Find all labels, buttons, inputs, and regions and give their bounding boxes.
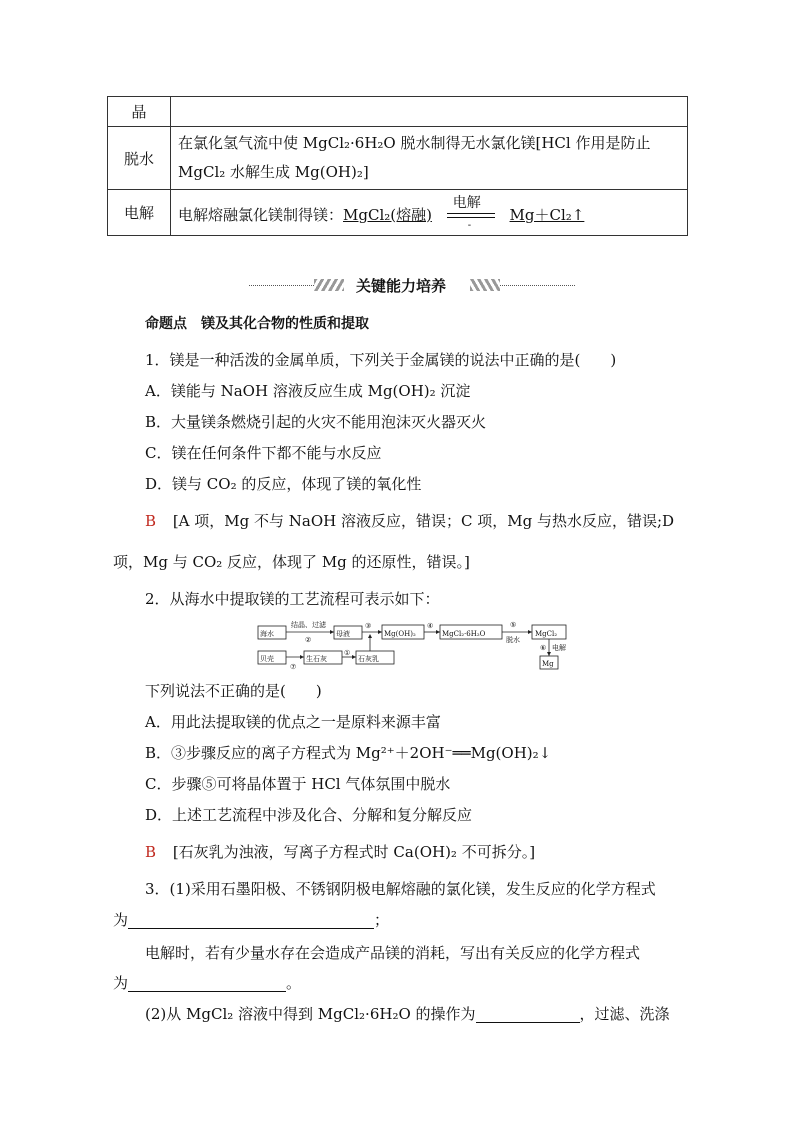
answer-explanation: [石灰乳为浊液，写离子方程式时 Ca(OH)₂ 不可拆分。] — [172, 843, 536, 861]
node-mgcl2: MgCl₂ — [535, 630, 558, 638]
label-step7: ⑦ — [290, 663, 297, 671]
node-mg: Mg — [542, 660, 554, 668]
option-d: D．上述工艺流程中涉及化合、分解和复分解反应 — [145, 806, 473, 824]
question-stem: 3．(1)采用石墨阳极、不锈钢阴极电解熔融的氯化镁，发生反应的化学方程式 — [145, 880, 656, 898]
table-row — [108, 127, 688, 190]
label-step5: ⑤ — [510, 621, 517, 629]
option-a: A．用此法提取镁的优点之一是原料来源丰富 — [145, 713, 441, 731]
table-key: 电解 — [108, 190, 171, 236]
node-mgcl2-hydrate: MgCl₂·6H₂O — [442, 630, 486, 638]
answer-explanation: [A 项，Mg 不与 NaOH 溶液反应，错误；C 项，Mg 与热水反应，错误;D — [172, 512, 675, 530]
node-seawater: 海水 — [260, 630, 274, 638]
summary-table — [107, 96, 688, 236]
electrolysis-condition: 电解 - — [443, 198, 499, 228]
table-value — [171, 97, 688, 127]
condition-label: 电解 — [452, 194, 481, 211]
section-ornament-left — [314, 279, 344, 291]
table-row — [108, 190, 688, 236]
option-c: C．镁在任何条件下都不能与水反应 — [145, 444, 382, 462]
answer-letter: B — [145, 512, 157, 530]
answer-blank[interactable] — [128, 973, 286, 992]
punctuation: ； — [374, 911, 390, 929]
answer-blank[interactable] — [128, 910, 374, 929]
label-dehydrate: 脱水 — [506, 636, 520, 644]
label-electrolysis: 电解 — [552, 644, 566, 652]
answer-blank[interactable] — [476, 1004, 580, 1023]
option-a: A．镁能与 NaOH 溶液反应生成 Mg(OH)₂ 沉淀 — [145, 382, 471, 400]
equation-lhs: MgCl₂(熔融) — [343, 205, 432, 224]
node-quicklime: 生石灰 — [306, 655, 327, 663]
table-value-line: 在氯化氢气流中使 MgCl₂·6H₂O 脱水制得无水氯化镁[HCl 作用是防止 — [178, 134, 651, 152]
section-ornament-right — [470, 279, 500, 291]
node-mother-liquor: 母液 — [336, 630, 350, 638]
option-d: D．镁与 CO₂ 的反应，体现了镁的氧化性 — [145, 475, 422, 493]
question-text: 电解时，若有少量水存在会造成产品镁的消耗，写出有关反应的化学方程式 — [145, 944, 641, 962]
section-divider-left — [249, 285, 324, 286]
option-b: B．大量镁条燃烧引起的火灾不能用泡沫灭火器灭火 — [145, 413, 487, 431]
question-text: (2)从 MgCl₂ 溶液中得到 MgCl₂·6H₂O 的操作为 — [145, 1005, 476, 1023]
question-text: ，过滤、洗涤 — [579, 1005, 670, 1023]
answer-explanation-cont: 项，Mg 与 CO₂ 反应，体现了 Mg 的还原性，错误。] — [113, 553, 470, 571]
prompt-text: 为 — [113, 911, 129, 929]
label-step6: ⑥ — [540, 644, 547, 652]
section-divider-right — [500, 285, 575, 286]
label-crystallize-filter: 结晶、过滤 — [291, 621, 326, 629]
label-step2: ② — [305, 636, 312, 644]
label-step3: ③ — [365, 622, 372, 630]
question-stem: 2．从海水中提取镁的工艺流程可表示如下： — [145, 590, 440, 608]
section-title: 关键能力培养 — [356, 277, 447, 295]
table-key: 晶 — [108, 97, 171, 127]
equation-rhs: Mg＋Cl₂↑ — [509, 205, 585, 224]
option-b: B．③步骤反应的离子方程式为 Mg²⁺＋2OH⁻══Mg(OH)₂↓ — [145, 744, 552, 762]
answer-letter: B — [145, 843, 157, 861]
node-mgoh2: Mg(OH)₂ — [384, 630, 416, 638]
question-stem: 1．镁是一种活泼的金属单质，下列关于金属镁的说法中正确的是( ) — [145, 351, 617, 369]
topic-heading: 命题点 镁及其化合物的性质和提取 — [145, 316, 369, 332]
table-key: 脱水 — [108, 127, 171, 190]
punctuation: 。 — [286, 974, 302, 992]
label-step1: ① — [344, 649, 351, 657]
process-flow-diagram — [255, 618, 575, 672]
table-row — [108, 97, 688, 127]
node-shell: 贝壳 — [260, 655, 274, 663]
label-step4: ④ — [427, 622, 434, 630]
prompt-text: 为 — [113, 974, 129, 992]
question-ask: 下列说法不正确的是( ) — [145, 682, 322, 700]
node-lime-milk: 石灰乳 — [358, 655, 379, 663]
option-c: C．步骤⑤可将晶体置于 HCl 气体氛围中脱水 — [145, 775, 451, 793]
table-value-line: MgCl₂ 水解生成 Mg(OH)₂] — [178, 163, 369, 181]
equation-prefix: 电解熔融氯化镁制得镁： — [178, 205, 344, 224]
